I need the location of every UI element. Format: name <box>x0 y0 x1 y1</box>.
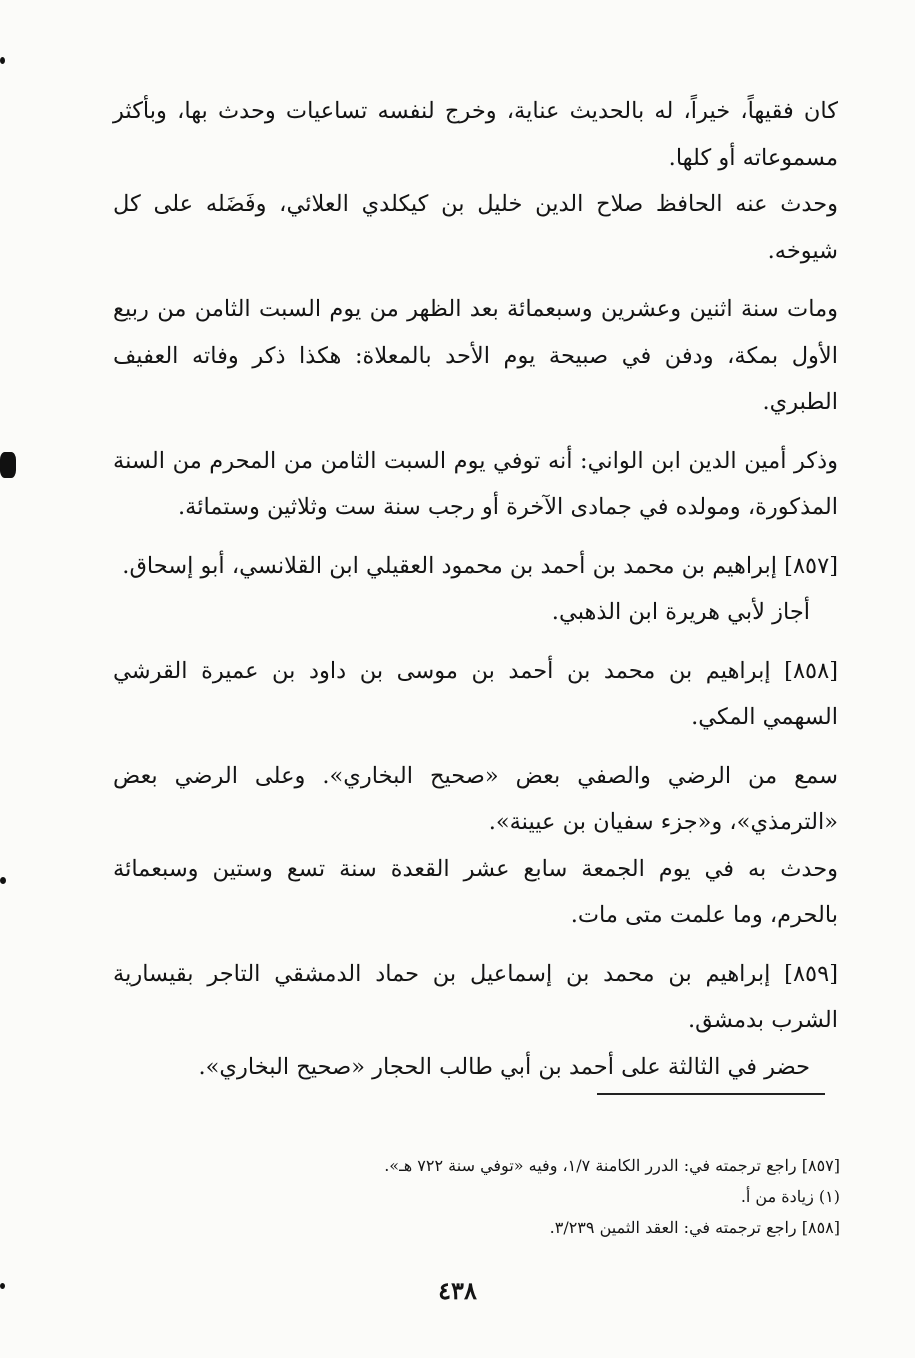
footnote-858: [٨٥٨] راجع ترجمته في: العقد الثمين ٣/٢٣٩. <box>549 1218 840 1237</box>
footnote-857: [٨٥٧] راجع ترجمته في: الدرر الكامنة ١/٧، وفيه «توفي سنة ٧٢٢ هـ». <box>384 1156 840 1175</box>
page-number: ٤٣٨ <box>438 1276 477 1305</box>
footnote-divider <box>597 1093 825 1095</box>
entry-857-text: أجاز لأبي هريرة ابن الذهبي. <box>551 599 810 625</box>
entry-858-text: سمع من الرضي والصفي بعض «صحيح البخاري». وعلى الرضي بعض «الترمذي»، و«جزء سفيان بن عيينة». <box>113 762 838 835</box>
entry-858-continuation: وحدث به في يوم الجمعة سابع عشر القعدة سنة تسع وستين وسبعمائة بالحرم، وما علمت متى مات. <box>113 855 838 928</box>
footnotes <box>300 1150 840 1243</box>
entry-857-heading: [٨٥٧] إبراهيم بن محمد بن أحمد بن محمود العقيلي ابن القلانسي، أبو إسحاق. <box>122 552 838 579</box>
main-text <box>113 88 838 1102</box>
scan-mark-top <box>0 57 5 64</box>
paragraph-narrators: وحدث عنه الحافظ صلاح الدين خليل بن كيكلدي العلائي، وفَضَله على كل شيوخه. <box>113 191 838 264</box>
paragraph-death-alternate: وذكر أمين الدين ابن الواني: أنه توفي يوم السبت الثامن من المحرم من السنة المذكورة، ومولده في جمادى الآخرة أو رجب سنة ست وثلاثين وستمائة. <box>113 447 838 520</box>
entry-859-text: حضر في الثالثة على أحمد بن أبي طالب الحجار «صحيح البخاري». <box>198 1053 810 1080</box>
entry-858-heading: [٨٥٨] إبراهيم بن محمد بن أحمد بن موسى بن داود بن عميرة القرشي السهمي المكي. <box>113 657 838 730</box>
footnote-1: (١) زيادة من أ. <box>740 1187 840 1206</box>
paragraph-scholar-description: كان فقيهاً، خيراً، له بالحديث عناية، وخرج لنفسه تساعيات وحدث بها، وبأكثر مسموعاته أو كلها. <box>113 98 838 171</box>
entry-859-heading: [٨٥٩] إبراهيم بن محمد بن إسماعيل بن حماد الدمشقي التاجر بقيسارية الشرب بدمشق. <box>113 960 838 1033</box>
scan-mark-middle <box>0 877 6 884</box>
scan-mark-left <box>0 452 16 478</box>
scan-mark-bottom <box>0 1283 5 1289</box>
paragraph-death-date: ومات سنة اثنين وعشرين وسبعمائة بعد الظهر من يوم السبت الثامن من ربيع الأول بمكة، ودفن في صبيحة يوم الأحد بالمعلاة: هكذا ذكر وفاته العفيف الطبري. <box>113 296 838 415</box>
